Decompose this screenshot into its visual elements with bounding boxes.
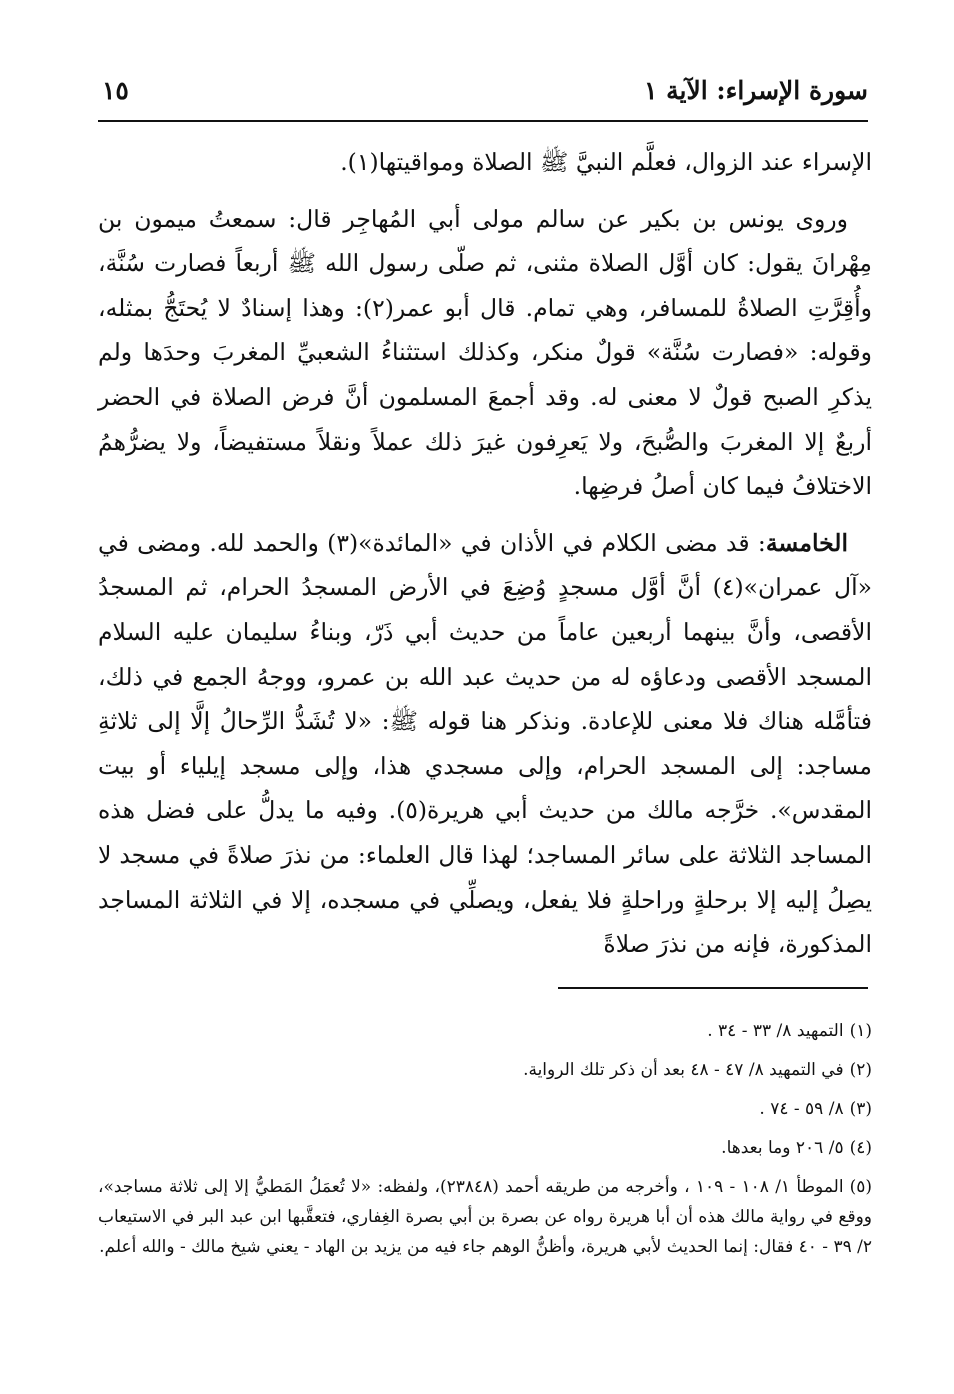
section-label-fifth: الخامسة xyxy=(765,528,848,557)
footnote-number: (٣) xyxy=(849,1099,872,1119)
page-header xyxy=(98,72,868,122)
footnote-separator xyxy=(558,987,868,989)
main-text xyxy=(98,140,872,979)
paragraph-3 xyxy=(98,521,872,967)
footnote-number: (٤) xyxy=(849,1138,872,1158)
footnote-4 xyxy=(98,1133,872,1163)
footnote-text: التمهيد ٨/ ٣٣ - ٣٤ . xyxy=(707,1021,844,1041)
footnote-number: (١) xyxy=(849,1021,872,1041)
footnote-number: (٥) xyxy=(849,1177,872,1197)
footnote-text: الموطأ ١/ ١٠٨ - ١٠٩ ، وأخرجه من طريقه أحمد (٢٣٨٤٨)، ولفظه: «لا تُعمَلُ المَطيُّ إلا إلى ثلاثة مساجد»، ووقع في رواية مالك هذه أن أبا هريرة رواه عن بصرة بن أبي بصرة الغِفاري، فتعقَّبها ابن عبد البر في الاستيعاب ٢/ ٣٩ - ٤٠ فقال: إنما الحديث لأبي هريرة، وأظنُّ الوهم جاء فيه من يزيد بن الهاد - يعني شيخ مالك - والله أعلم. xyxy=(98,1177,872,1257)
footnote-2 xyxy=(98,1055,872,1085)
footnote-5 xyxy=(98,1172,872,1262)
paragraph-3-text: : قد مضى الكلام في الأذان في «المائدة»(٣) والحمد لله. ومضى في «آل عمران»(٤) أنَّ أوَّل مسجدٍ وُضِعَ في الأرض المسجدُ الحرام، ثم المسجدُ الأقصى، وأنَّ بينهما أربعين عاماً من حديث أبي ذَرّ، وبناءُ سليمان عليه السلام المسجد الأقصى ودعاؤه له من حديث عبد الله بن عمرو، ووجهُ الجمع في ذلك، فتأمَّله هناك فلا معنى للإعادة. ونذكر هنا قوله ﷺ: «لا تُشَدُّ الرِّحالُ إلَّا إلى ثلاثةِ مساجد: إلى المسجد الحرام، وإلى مسجدي هذا، وإلى مسجد إيلياء أو بيت المقدس». خرَّجه مالك من حديث أبي هريرة(٥). وفيه ما يدلُّ على فضل هذه المساجد الثلاثة على سائر المساجد؛ لهذا قال العلماء: من نذرَ صلاةً في مسجد لا يصِلُ إليه إلا برحلةٍ وراحلةٍ فلا يفعل، ويصلِّي في مسجده، إلا في الثلاثة المساجد المذكورة، فإنه من نذرَ صلاةً xyxy=(98,528,872,959)
footnote-text: ٥/ ٢٠٦ وما بعدها. xyxy=(721,1138,844,1158)
footnote-3 xyxy=(98,1094,872,1124)
footnotes xyxy=(98,1016,872,1271)
surah-title: سورة الإسراء: الآية ١ xyxy=(643,76,868,105)
footnote-text: في التمهيد ٨/ ٤٧ - ٤٨ بعد أن ذكر تلك الرواية. xyxy=(523,1060,844,1080)
footnote-1 xyxy=(98,1016,872,1046)
paragraph-2: وروى يونس بن بكير عن سالم مولى أبي المُهاجِر قال: سمعتُ ميمون بن مِهْرانَ يقول: كان أوَّل الصلاة مثنى، ثم صلّى رسول الله ﷺ أربعاً فصارت سُنَّة، وأُقِرَّتِ الصلاةُ للمسافر، وهي تمام. قال أبو عمر(٢): وهذا إسنادٌ لا يُحتَجُّ بمثله، وقوله: «فصارت سُنَّة» قولٌ منكر، وكذلك استثناءُ الشعبيِّ المغربَ وحدَها ولم يذكرِ الصبح قولٌ لا معنى له. وقد أجمعَ المسلمون أنَّ فرض الصلاة في الحضر أربعٌ إلا المغربَ والصُّبحَ، ولا يَعرِفون غيرَ ذلك عملاً ونقلاً مستفيضاً، ولا يضرُّهمُ الاختلافُ فيما كان أصلُ فرضِها. xyxy=(98,204,873,501)
paragraph-1: الإسراء عند الزوال، فعلَّم النبيَّ ﷺ الصلاة ومواقيتها(١). xyxy=(340,148,872,176)
footnote-number: (٢) xyxy=(849,1060,872,1080)
page-number: ١٥ xyxy=(102,76,129,105)
footnote-text: ٨/ ٥٩ - ٧٤ . xyxy=(759,1099,844,1119)
